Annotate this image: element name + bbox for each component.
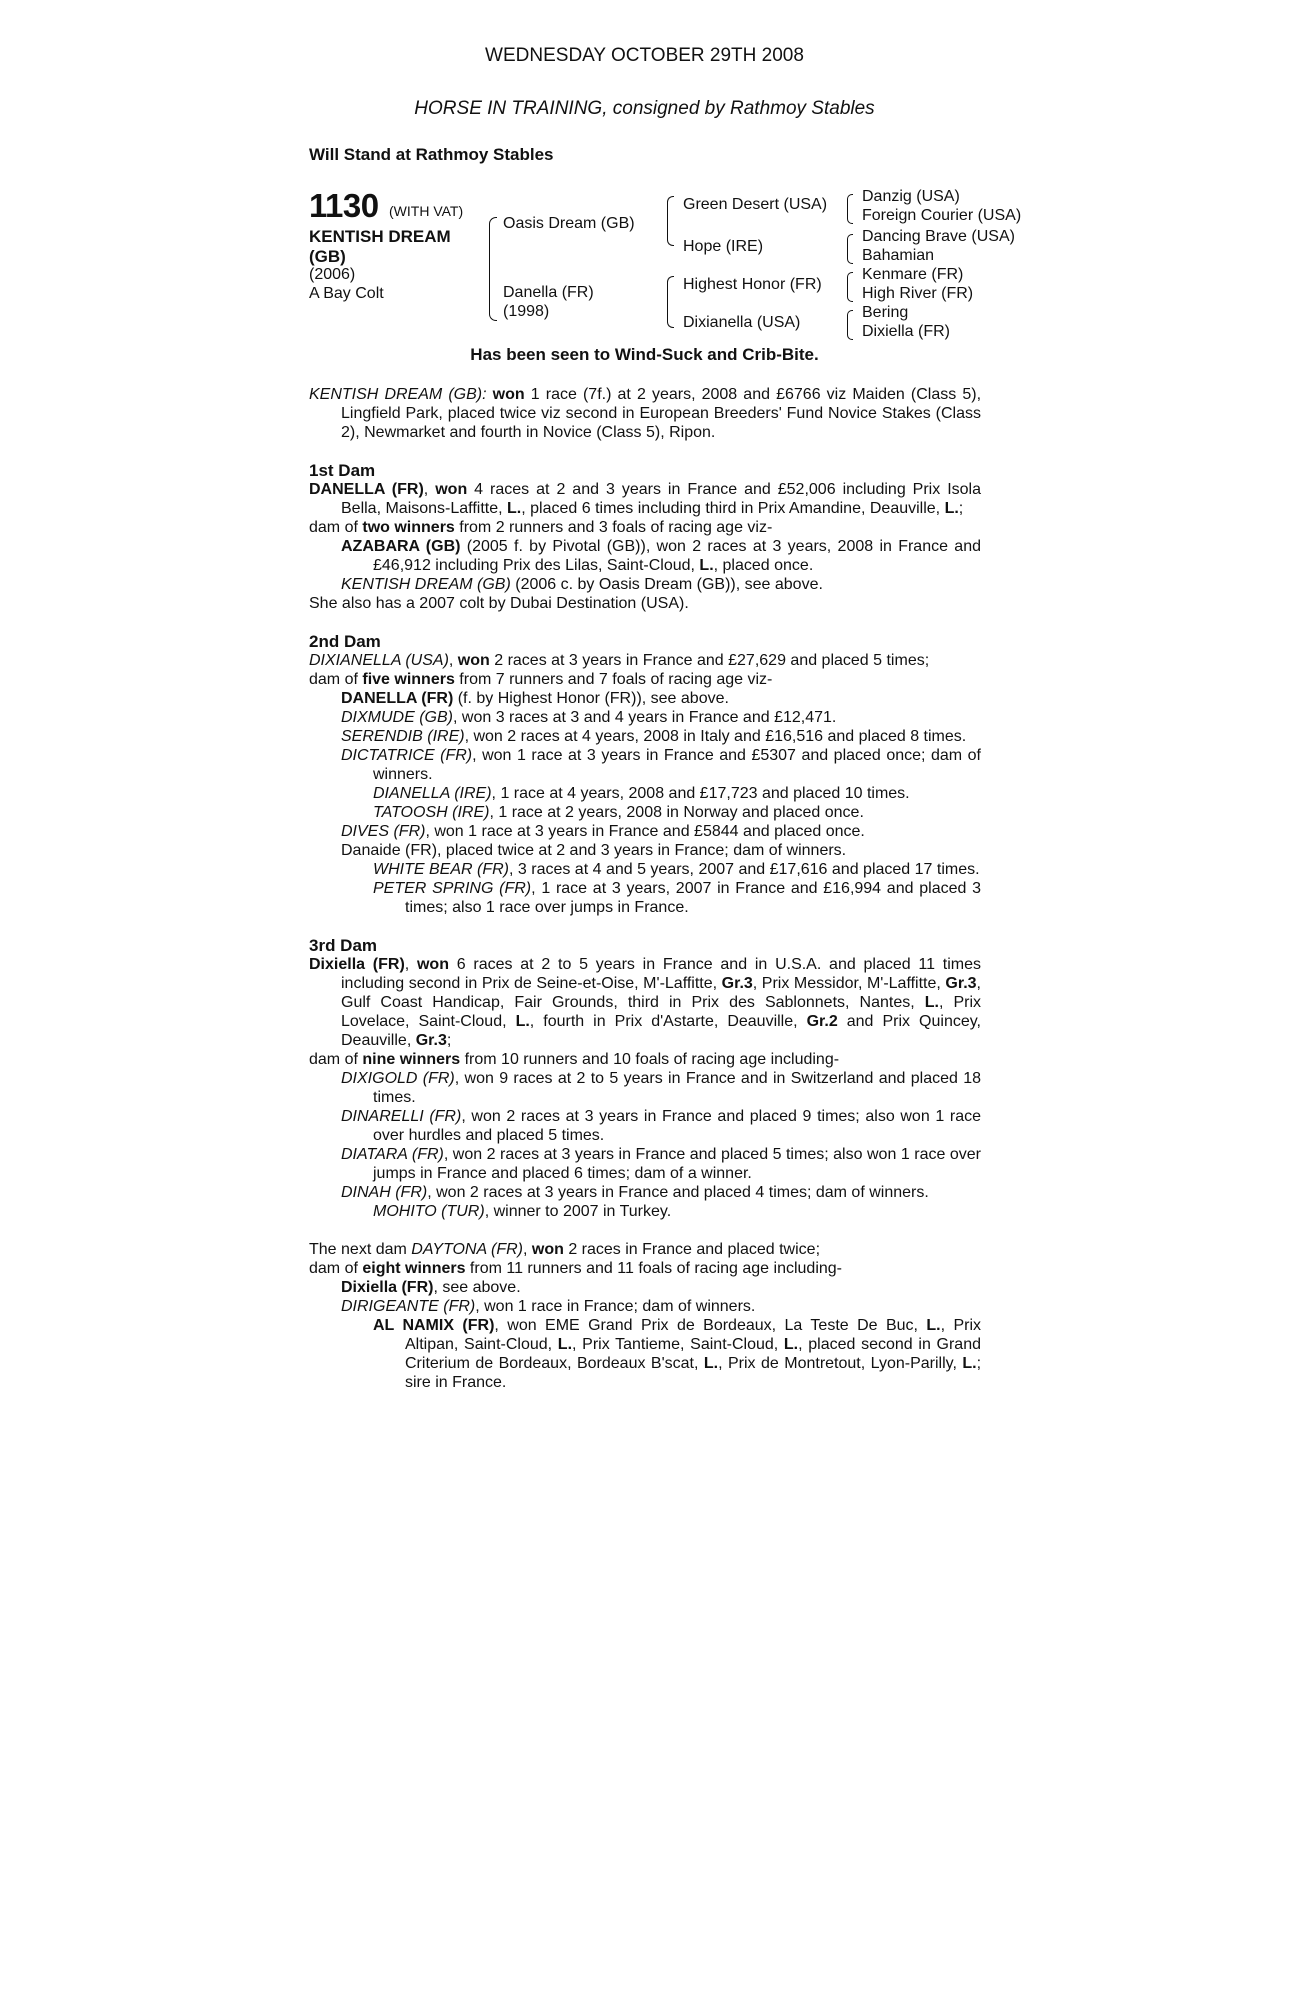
record-text: , fourth in Prix d'Astarte, Deauville, (529, 1013, 807, 1030)
second-dam-heading: 2nd Dam (309, 632, 381, 651)
next-dam-intro: The next dam (309, 1241, 412, 1258)
next-dam-record (309, 1240, 981, 1259)
produce-name: DIATARA (FR) (341, 1146, 444, 1163)
produce-name: AZABARA (GB) (341, 538, 461, 555)
produce-text: , won 1 race in France; dam of winners. (475, 1298, 756, 1315)
next-dam-produce (309, 1259, 981, 1278)
won-label: won (531, 1241, 564, 1258)
dam-of-rest: from 11 runners and 11 foals of racing age including- (465, 1260, 842, 1277)
third-dam-name: Dixiella (FR) (309, 956, 405, 973)
second-dam-name: DIXIANELLA (USA) (309, 652, 449, 669)
brace-sire (667, 196, 674, 246)
sep: , (522, 1241, 532, 1258)
first-dam-text1: 4 races at 2 and 3 years in France and £52,006 including Prix Isola Bella, Maisons-Laffitte, (341, 481, 981, 517)
produce-name: WHITE BEAR (FR) (373, 861, 509, 878)
horse-description: A Bay Colt (309, 285, 384, 302)
produce-text: , won 2 races at 4 years, 2008 in Italy and £16,516 and placed 8 times. (464, 728, 967, 745)
dam-of-rest: from 2 runners and 3 foals of racing age viz- (454, 519, 773, 536)
produce-azabara (341, 537, 981, 575)
listed-label: L. (962, 1355, 977, 1372)
listed-label: L. (783, 1336, 799, 1353)
produce-item: Danaide (FR), placed twice at 2 and 3 years in France; dam of winners. (341, 842, 847, 859)
produce-name: TATOOSH (IRE) (373, 804, 490, 821)
produce-text: , Prix Tantieme, Saint-Cloud, (572, 1336, 784, 1353)
pedigree-g3: Dancing Brave (USA) (862, 228, 1015, 245)
race-record-text: 1 race (7f.) at 2 years, 2008 and £6766 viz Maiden (Class 5), Lingfield Park, placed twice viz second in European Breeders' Fund Novice Stakes (Class 2), Newmarket and fourth in Novice (Class 5), Ripon. (341, 386, 982, 441)
horse-name-line1: KENTISH DREAM (309, 227, 451, 246)
dam-of: dam of (309, 671, 363, 688)
horse-name (309, 227, 451, 267)
produce-item (341, 1183, 981, 1202)
listed-label: L. (924, 994, 939, 1011)
first-dam-heading: 1st Dam (309, 461, 376, 480)
produce-name: DIVES (FR) (341, 823, 426, 840)
group-label: Gr.3 (721, 975, 753, 992)
next-dam-name: DAYTONA (FR) (411, 1241, 523, 1258)
produce-text: , winner to 2007 in Turkey. (484, 1203, 672, 1220)
produce-item (341, 1297, 981, 1316)
brace-g4 (847, 310, 853, 340)
produce-text: , Prix de Montretout, Lyon-Parilly, (718, 1355, 963, 1372)
group-label: Gr.2 (806, 1013, 838, 1030)
first-dam-produce (309, 518, 981, 537)
winners-count: two winners (362, 519, 455, 536)
horse-year: (2006) (309, 266, 356, 283)
produce-item (341, 822, 981, 841)
produce-item (341, 746, 981, 784)
first-dam-record (309, 480, 981, 518)
sep: , (404, 956, 417, 973)
listed-label: L. (515, 1013, 530, 1030)
winners-count: nine winners (362, 1051, 461, 1068)
race-record-won: won (492, 386, 525, 403)
pedigree-g6: High River (FR) (862, 285, 974, 302)
produce-item (373, 803, 981, 822)
pedigree-g2: Foreign Courier (USA) (862, 207, 1022, 224)
produce-text: (2005 f. by Pivotal (GB)), won 2 races at 3 years, 2008 in France and £46,912 including Prix des Lilas, Saint-Cloud, (373, 538, 982, 574)
produce-text: , Prix Altipan, Saint-Cloud, (405, 1317, 982, 1353)
third-dam-heading: 3rd Dam (309, 936, 378, 955)
produce-item (341, 1069, 981, 1107)
dam-of-rest: from 7 runners and 7 foals of racing age viz- (454, 671, 773, 688)
record-text: 6 races at 2 to 5 years in France and in U.S.A. and placed 11 times including second in Prix de Seine-et-Oise, M'-Laffitte, (341, 956, 981, 992)
pedigree-g8: Dixiella (FR) (862, 323, 950, 340)
won-label: won (457, 652, 490, 669)
brace-dam (667, 276, 674, 328)
second-dam-record (309, 651, 981, 670)
produce-item (341, 689, 981, 708)
pedigree-dam-year: (1998) (503, 303, 550, 320)
brace-g2 (847, 234, 853, 264)
produce-item (373, 784, 981, 803)
produce-text: (2006 c. by Oasis Dream (GB)), see above. (510, 576, 823, 593)
sep: , (423, 481, 436, 498)
listed-label: L. (944, 500, 959, 517)
second-dam-text: 2 races at 3 years in France and £27,629 and placed 5 times; (489, 652, 930, 669)
pedigree-dam-sire: Highest Honor (FR) (683, 276, 822, 293)
dam-of: dam of (309, 1051, 363, 1068)
winners-count: five winners (362, 671, 455, 688)
pedigree-g5: Kenmare (FR) (862, 266, 964, 283)
race-record (309, 385, 981, 442)
first-dam-also: She also has a 2007 colt by Dubai Destination (USA). (309, 595, 689, 612)
pedigree-sire: Oasis Dream (GB) (503, 215, 635, 232)
listed-label: L. (926, 1317, 941, 1334)
produce-text: , 1 race at 4 years, 2008 and £17,723 and placed 10 times. (491, 785, 910, 802)
produce-name: MOHITO (TUR) (373, 1203, 485, 1220)
produce-text: , won 2 races at 3 years in France and placed 5 times; also won 1 race over jumps in France and placed 6 times; dam of a winner. (373, 1146, 981, 1182)
listed-label: L. (699, 557, 714, 574)
produce-name: DINAH (FR) (341, 1184, 428, 1201)
produce-name: KENTISH DREAM (GB) (341, 576, 511, 593)
record-text: , Prix Lovelace, Saint-Cloud, (341, 994, 982, 1030)
produce-text: ; sire in France. (405, 1355, 982, 1391)
stand-line: Will Stand at Rathmoy Stables (309, 145, 554, 164)
first-dam-text3: ; (958, 500, 964, 517)
sep: , (448, 652, 458, 669)
produce-name: DIANELLA (IRE) (373, 785, 492, 802)
second-dam-produce (309, 670, 981, 689)
produce-text: , won 9 races at 2 to 5 years in France and in Switzerland and placed 18 times. (373, 1070, 982, 1106)
produce-name: DIXMUDE (GB) (341, 709, 453, 726)
record-text: , Gulf Coast Handicap, Fair Grounds, third in Prix des Sablonnets, Nantes, (341, 975, 981, 1011)
produce-item (341, 727, 981, 746)
produce-text: , 3 races at 4 and 5 years, 2007 and £17,616 and placed 17 times. (509, 861, 980, 878)
race-record-name: KENTISH DREAM (GB): (309, 386, 487, 403)
dam-of: dam of (309, 1260, 363, 1277)
pedigree-g4: Bahamian (862, 247, 935, 264)
produce-item (341, 708, 981, 727)
produce-text: , won 1 race at 3 years in France and £5307 and placed once; dam of winners. (373, 747, 981, 783)
pedigree-dam-dam: Dixianella (USA) (683, 314, 801, 331)
vice-notice: Has been seen to Wind-Suck and Crib-Bite. (470, 345, 819, 364)
produce-text: , placed once. (713, 557, 814, 574)
pedigree-dam: Danella (FR) (503, 284, 594, 301)
dam-of-rest: from 10 runners and 10 foals of racing age including- (460, 1051, 840, 1068)
produce-item (341, 1107, 981, 1145)
record-text: ; (446, 1032, 452, 1049)
produce-name: Dixiella (FR) (341, 1279, 434, 1296)
pedigree-g7: Bering (862, 304, 909, 321)
produce-text: , won 3 races at 3 and 4 years in France and £12,471. (453, 709, 837, 726)
vat-label: (WITH VAT) (389, 203, 464, 219)
group-label: Gr.3 (415, 1032, 447, 1049)
produce-text: , won 1 race at 3 years in France and £5844 and placed once. (425, 823, 865, 840)
produce-text: , 1 race at 3 years, 2007 in France and £16,994 and placed 3 times; also 1 race over jumps in France. (405, 880, 982, 916)
produce-item (341, 1145, 981, 1183)
pedigree-g1: Danzig (USA) (862, 188, 960, 205)
brace-g1 (847, 194, 853, 224)
produce-text: (f. by Highest Honor (FR)), see above. (453, 690, 729, 707)
produce-text: , see above. (433, 1279, 521, 1296)
catalogue-body (309, 385, 981, 1392)
consignment-line: HORSE IN TRAINING, consigned by Rathmoy Stables (414, 98, 875, 119)
produce-name: DIXIGOLD (FR) (341, 1070, 455, 1087)
listed-label: L. (703, 1355, 719, 1372)
produce-text: , won 2 races at 3 years in France and placed 9 times; also won 1 race over hurdles and placed 5 times. (373, 1108, 982, 1144)
produce-name: DICTATRICE (FR) (341, 747, 473, 764)
produce-kentish-dream (341, 575, 981, 594)
lot-number: 1130 (309, 187, 379, 224)
next-dam-text: 2 races in France and placed twice; (563, 1241, 821, 1258)
produce-name: PETER SPRING (FR) (373, 880, 532, 897)
produce-item (373, 879, 981, 917)
produce-name: DANELLA (FR) (341, 690, 454, 707)
winners-count: eight winners (362, 1260, 466, 1277)
listed-label: L. (507, 500, 522, 517)
won-label: won (435, 481, 468, 498)
brace-main (489, 217, 497, 321)
produce-text: , 1 race at 2 years, 2008 in Norway and placed once. (489, 804, 864, 821)
produce-name: AL NAMIX (FR) (373, 1317, 495, 1334)
produce-item (341, 1278, 981, 1297)
third-dam-produce (309, 1050, 981, 1069)
produce-name: DINARELLI (FR) (341, 1108, 462, 1125)
dam-of: dam of (309, 519, 363, 536)
brace-g3 (847, 272, 853, 302)
produce-item (373, 1316, 981, 1392)
produce-text: , won EME Grand Prix de Bordeaux, La Teste De Buc, (494, 1317, 927, 1334)
produce-name: DIRIGEANTE (FR) (341, 1298, 476, 1315)
produce-item (373, 1202, 981, 1221)
listed-label: L. (557, 1336, 573, 1353)
record-text: , Prix Messidor, M'-Laffitte, (752, 975, 946, 992)
record-text: and Prix Quincey, Deauville, (341, 1013, 981, 1049)
produce-name: SERENDIB (IRE) (341, 728, 465, 745)
sale-date: WEDNESDAY OCTOBER 29TH 2008 (485, 45, 804, 66)
produce-item (373, 860, 981, 879)
produce-text: , won 2 races at 3 years in France and placed 4 times; dam of winners. (427, 1184, 929, 1201)
pedigree-sire-sire: Green Desert (USA) (683, 196, 828, 213)
horse-info (309, 265, 384, 303)
produce-text: , placed second in Grand Criterium de Bordeaux, Bordeaux B'scat, (405, 1336, 981, 1372)
won-label: won (416, 956, 449, 973)
pedigree-sire-dam: Hope (IRE) (683, 238, 764, 255)
horse-name-line2: (GB) (309, 247, 346, 266)
first-dam-name: DANELLA (FR) (309, 481, 424, 498)
group-label: Gr.3 (945, 975, 977, 992)
first-dam-text2: , placed 6 times including third in Prix Amandine, Deauville, (521, 500, 945, 517)
third-dam-record (309, 955, 981, 1050)
